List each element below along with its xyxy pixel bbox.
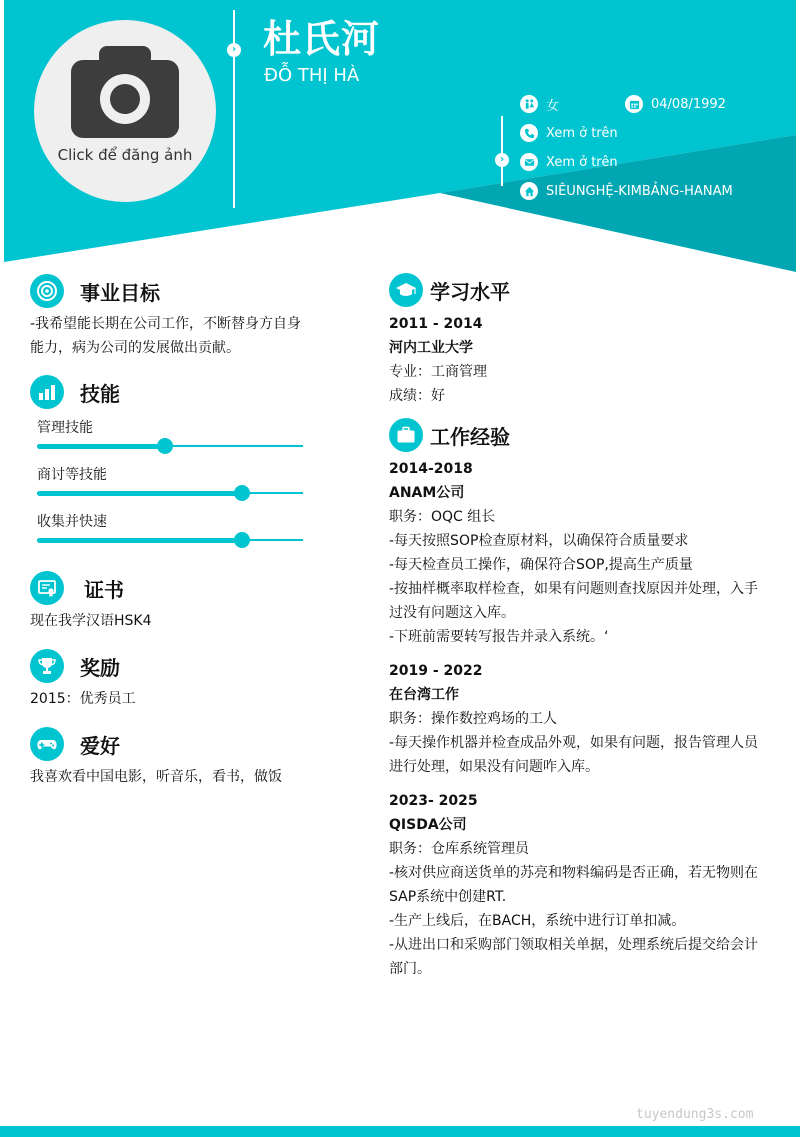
skill-knob-3 bbox=[234, 532, 250, 548]
target-icon bbox=[30, 274, 64, 308]
phone-text: Xem ở trên bbox=[546, 125, 618, 141]
education-major: 专业：工商管理 bbox=[389, 364, 487, 380]
objective-title: 事业目标 bbox=[80, 280, 160, 305]
objective-line-1: -我希望能长期在公司工作，不断替身方自身 bbox=[30, 316, 302, 332]
calendar-icon bbox=[625, 95, 643, 113]
job-3-line-4: -生产上线后，在BACH，系统中进行订单扣减。 bbox=[389, 913, 686, 929]
job-3-line-3: SAP系统中创建RT. bbox=[389, 889, 507, 905]
hobbies-title: 爱好 bbox=[80, 733, 120, 758]
section-education bbox=[389, 273, 510, 307]
camera-icon bbox=[71, 46, 179, 138]
skill-fill-2 bbox=[37, 491, 242, 496]
photo-caption: Click để đăng ảnh bbox=[57, 146, 193, 164]
job-3-line-5: -从进出口和采购部门领取相关单据，处理系统后提交给会计 bbox=[389, 937, 759, 953]
awards-text: 2015：优秀员工 bbox=[30, 691, 136, 707]
certificate-icon bbox=[30, 571, 64, 605]
trophy-icon bbox=[30, 649, 64, 683]
contact-address bbox=[520, 181, 733, 201]
email-icon bbox=[520, 153, 538, 171]
skill-label-2: 商讨等技能 bbox=[37, 467, 107, 483]
gender-icon bbox=[520, 95, 538, 113]
job-3-period: 2023- 2025 bbox=[389, 793, 478, 809]
job-3-line-6: 部门。 bbox=[389, 961, 431, 977]
certificates-text: 现在我学汉语HSK4 bbox=[30, 613, 152, 629]
skill-fill-1 bbox=[37, 444, 165, 449]
graduation-cap-icon bbox=[389, 273, 423, 307]
profile-photo[interactable] bbox=[34, 20, 216, 202]
certificates-title: 证书 bbox=[84, 577, 124, 602]
contact-birthdate bbox=[625, 94, 726, 114]
full-name-latin: ĐỖ THỊ HÀ bbox=[264, 65, 360, 86]
job-1-period: 2014-2018 bbox=[389, 461, 473, 477]
header-divider bbox=[233, 10, 235, 208]
section-hobbies bbox=[30, 727, 120, 761]
education-grade: 成绩：好 bbox=[389, 388, 445, 404]
job-2-company: 在台湾工作 bbox=[389, 687, 459, 703]
skills-title: 技能 bbox=[80, 381, 120, 406]
contact-phone bbox=[520, 123, 618, 143]
contact-divider bbox=[501, 116, 503, 186]
full-name: 杜氏河 bbox=[263, 17, 381, 61]
home-icon bbox=[520, 182, 538, 200]
skill-knob-2 bbox=[234, 485, 250, 501]
section-skills bbox=[30, 375, 120, 409]
skill-bar-2 bbox=[37, 492, 303, 494]
skill-label-3: 收集并快速 bbox=[37, 514, 107, 530]
job-1-line-6: -下班前需要转写报告并录入系统。‘ bbox=[389, 629, 609, 645]
address-text: SIÊUNGHỆ-KIMBẢNG-HANAM bbox=[546, 183, 733, 199]
skill-fill-3 bbox=[37, 538, 242, 543]
bar-chart-icon bbox=[30, 375, 64, 409]
objective-line-2: 能力，病为公司的发展做出贡献。 bbox=[30, 340, 240, 356]
job-3-company: QISDA公司 bbox=[389, 817, 467, 833]
job-2-line-2: -每天操作机器并检查成品外观，如果有问题，报告管理人员 bbox=[389, 735, 759, 751]
job-1-line-4: -按抽样概率取样检查，如果有问题则查找原因并处理，入手 bbox=[389, 581, 759, 597]
section-certificates bbox=[30, 571, 124, 605]
gender-text: 女 bbox=[546, 98, 560, 114]
section-objective bbox=[30, 274, 160, 308]
job-1-line-2: -每天按照SOP检查原材料，以确保符合质量要求 bbox=[389, 533, 689, 549]
contact-gender bbox=[520, 94, 559, 114]
awards-title: 奖励 bbox=[80, 655, 120, 680]
hobbies-text: 我喜欢看中国电影，听音乐，看书，做饭 bbox=[30, 769, 282, 785]
contact-arrow-icon: › bbox=[495, 153, 509, 167]
birthdate-text: 04/08/1992 bbox=[651, 96, 726, 112]
experience-title: 工作经验 bbox=[430, 424, 510, 449]
job-3-line-1: 职务：仓库系统管理员 bbox=[389, 841, 529, 857]
skill-bar-3 bbox=[37, 539, 303, 541]
section-awards bbox=[30, 649, 120, 683]
job-1-line-3: -每天检查员工操作，确保符合SOP,提高生产质量 bbox=[389, 557, 693, 573]
bottom-bar bbox=[0, 1126, 800, 1137]
skill-knob-1 bbox=[157, 438, 173, 454]
skill-bar-1 bbox=[37, 445, 303, 447]
gamepad-icon bbox=[30, 727, 64, 761]
job-2-line-1: 职务：操作数控鸡场的工人 bbox=[389, 711, 557, 727]
contact-email bbox=[520, 152, 618, 172]
briefcase-icon bbox=[389, 418, 423, 452]
phone-icon bbox=[520, 124, 538, 142]
skill-label-1: 管理技能 bbox=[37, 420, 93, 436]
divider-arrow-icon: › bbox=[227, 43, 241, 57]
section-experience bbox=[389, 418, 510, 452]
watermark: tuyendung3s.com bbox=[636, 1107, 754, 1122]
job-2-period: 2019 - 2022 bbox=[389, 663, 483, 679]
job-3-line-2: -核对供应商送货单的苏亮和物料编码是否正确，若无物则在 bbox=[389, 865, 759, 881]
job-1-company: ANAM公司 bbox=[389, 485, 465, 501]
education-period: 2011 - 2014 bbox=[389, 316, 483, 332]
education-title: 学习水平 bbox=[430, 279, 510, 304]
education-school: 河内工业大学 bbox=[389, 340, 473, 356]
email-text: Xem ở trên bbox=[546, 154, 618, 170]
job-1-line-5: 过没有问题这入库。 bbox=[389, 605, 515, 621]
job-2-line-3: 进行处理，如果没有问题咋入库。 bbox=[389, 759, 599, 775]
job-1-line-1: 职务：OQC 组长 bbox=[389, 509, 496, 525]
